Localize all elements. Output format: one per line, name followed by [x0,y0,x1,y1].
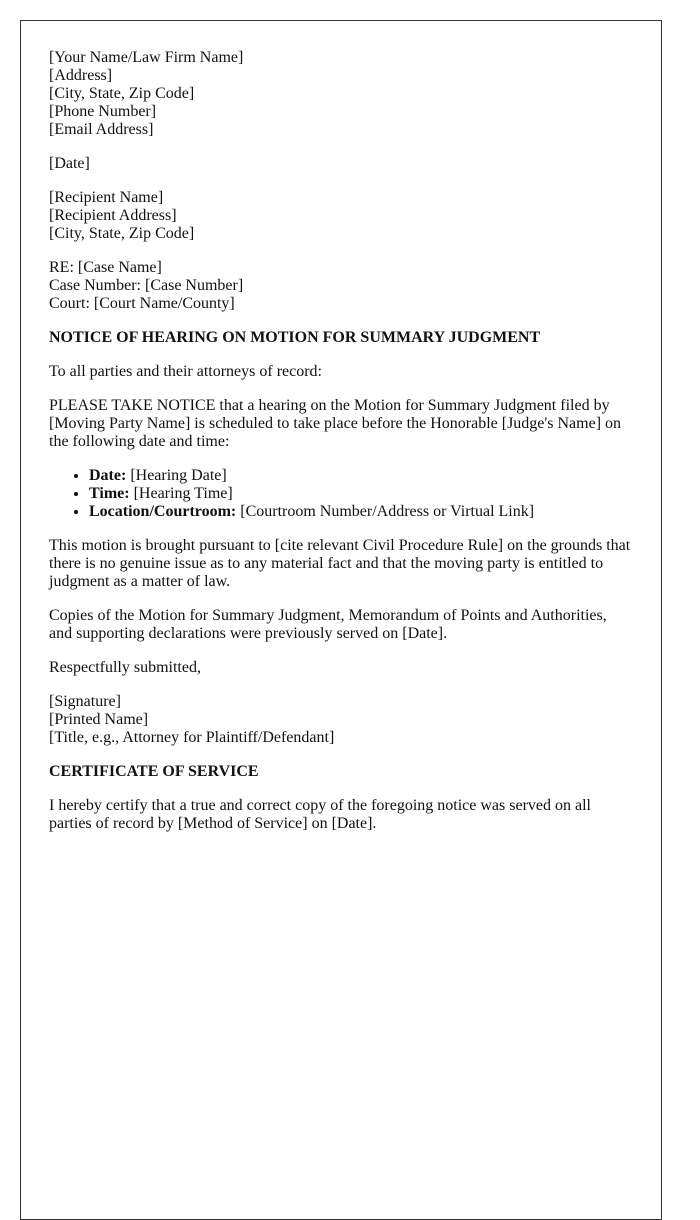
notice-paragraph: PLEASE TAKE NOTICE that a hearing on the Motion for Summary Judgment filed by [Moving Party Name] is scheduled to take place before the Honorable [Judge's Name] on the following date and time: [49,397,622,450]
recipient-name: [Recipient Name] [49,189,164,206]
document-title: NOTICE OF HEARING ON MOTION FOR SUMMARY JUDGMENT [49,329,541,346]
service-paragraph: Copies of the Motion for Summary Judgment, Memorandum of Points and Authorities, and supporting declarations were previously served on [Date]. [49,607,607,642]
letter-page [20,20,662,1220]
grounds-paragraph: This motion is brought pursuant to [cite relevant Civil Procedure Rule] on the grounds that there is no genuine issue as to any material fact and that the moving party is entitled to judgment as a matter of law. [49,537,631,590]
case-re-line [49,259,633,277]
case-number-value: [Case Number] [144,277,244,294]
hearing-date-value: [Hearing Date] [130,467,227,484]
sender-block [49,49,633,139]
sender-email: [Email Address] [49,121,154,138]
hearing-detail-date [89,467,633,485]
recipient-block [49,189,633,243]
case-re-label: RE: [49,259,74,276]
hearing-date-label: Date: [89,467,127,484]
document-viewport [20,20,662,832]
hearing-location-label: Location/Courtroom: [89,503,237,520]
sender-address: [Address] [49,67,113,84]
case-number-label: Case Number: [49,277,141,294]
printed-name-line: [Printed Name] [49,711,149,728]
court-label: Court: [49,295,90,312]
signature-line: [Signature] [49,693,121,710]
hearing-location-value: [Courtroom Number/Address or Virtual Link] [240,503,535,520]
signature-block [49,693,633,747]
hearing-detail-location [89,503,633,521]
recipient-city-state-zip: [City, State, Zip Code] [49,225,195,242]
certificate-text: I hereby certify that a true and correct copy of the foregoing notice was served on all parties of record by [Method of Service] on [Date]. [49,797,591,832]
hearing-details-list [49,467,633,521]
sender-phone: [Phone Number] [49,103,157,120]
closing-line: Respectfully submitted, [49,659,201,676]
signer-title-line: [Title, e.g., Attorney for Plaintiff/Defendant] [49,729,335,746]
hearing-detail-time [89,485,633,503]
sender-city-state-zip: [City, State, Zip Code] [49,85,195,102]
court-line [49,295,633,313]
hearing-time-value: [Hearing Time] [133,485,233,502]
hearing-time-label: Time: [89,485,130,502]
letter-date: [Date] [49,155,90,172]
court-value: [Court Name/County] [93,295,235,312]
case-info-block [49,259,633,313]
case-number-line [49,277,633,295]
sender-name: [Your Name/Law Firm Name] [49,49,244,66]
salutation: To all parties and their attorneys of record: [49,363,322,380]
certificate-heading: CERTIFICATE OF SERVICE [49,763,259,780]
recipient-address: [Recipient Address] [49,207,177,224]
case-re-value: [Case Name] [77,259,162,276]
